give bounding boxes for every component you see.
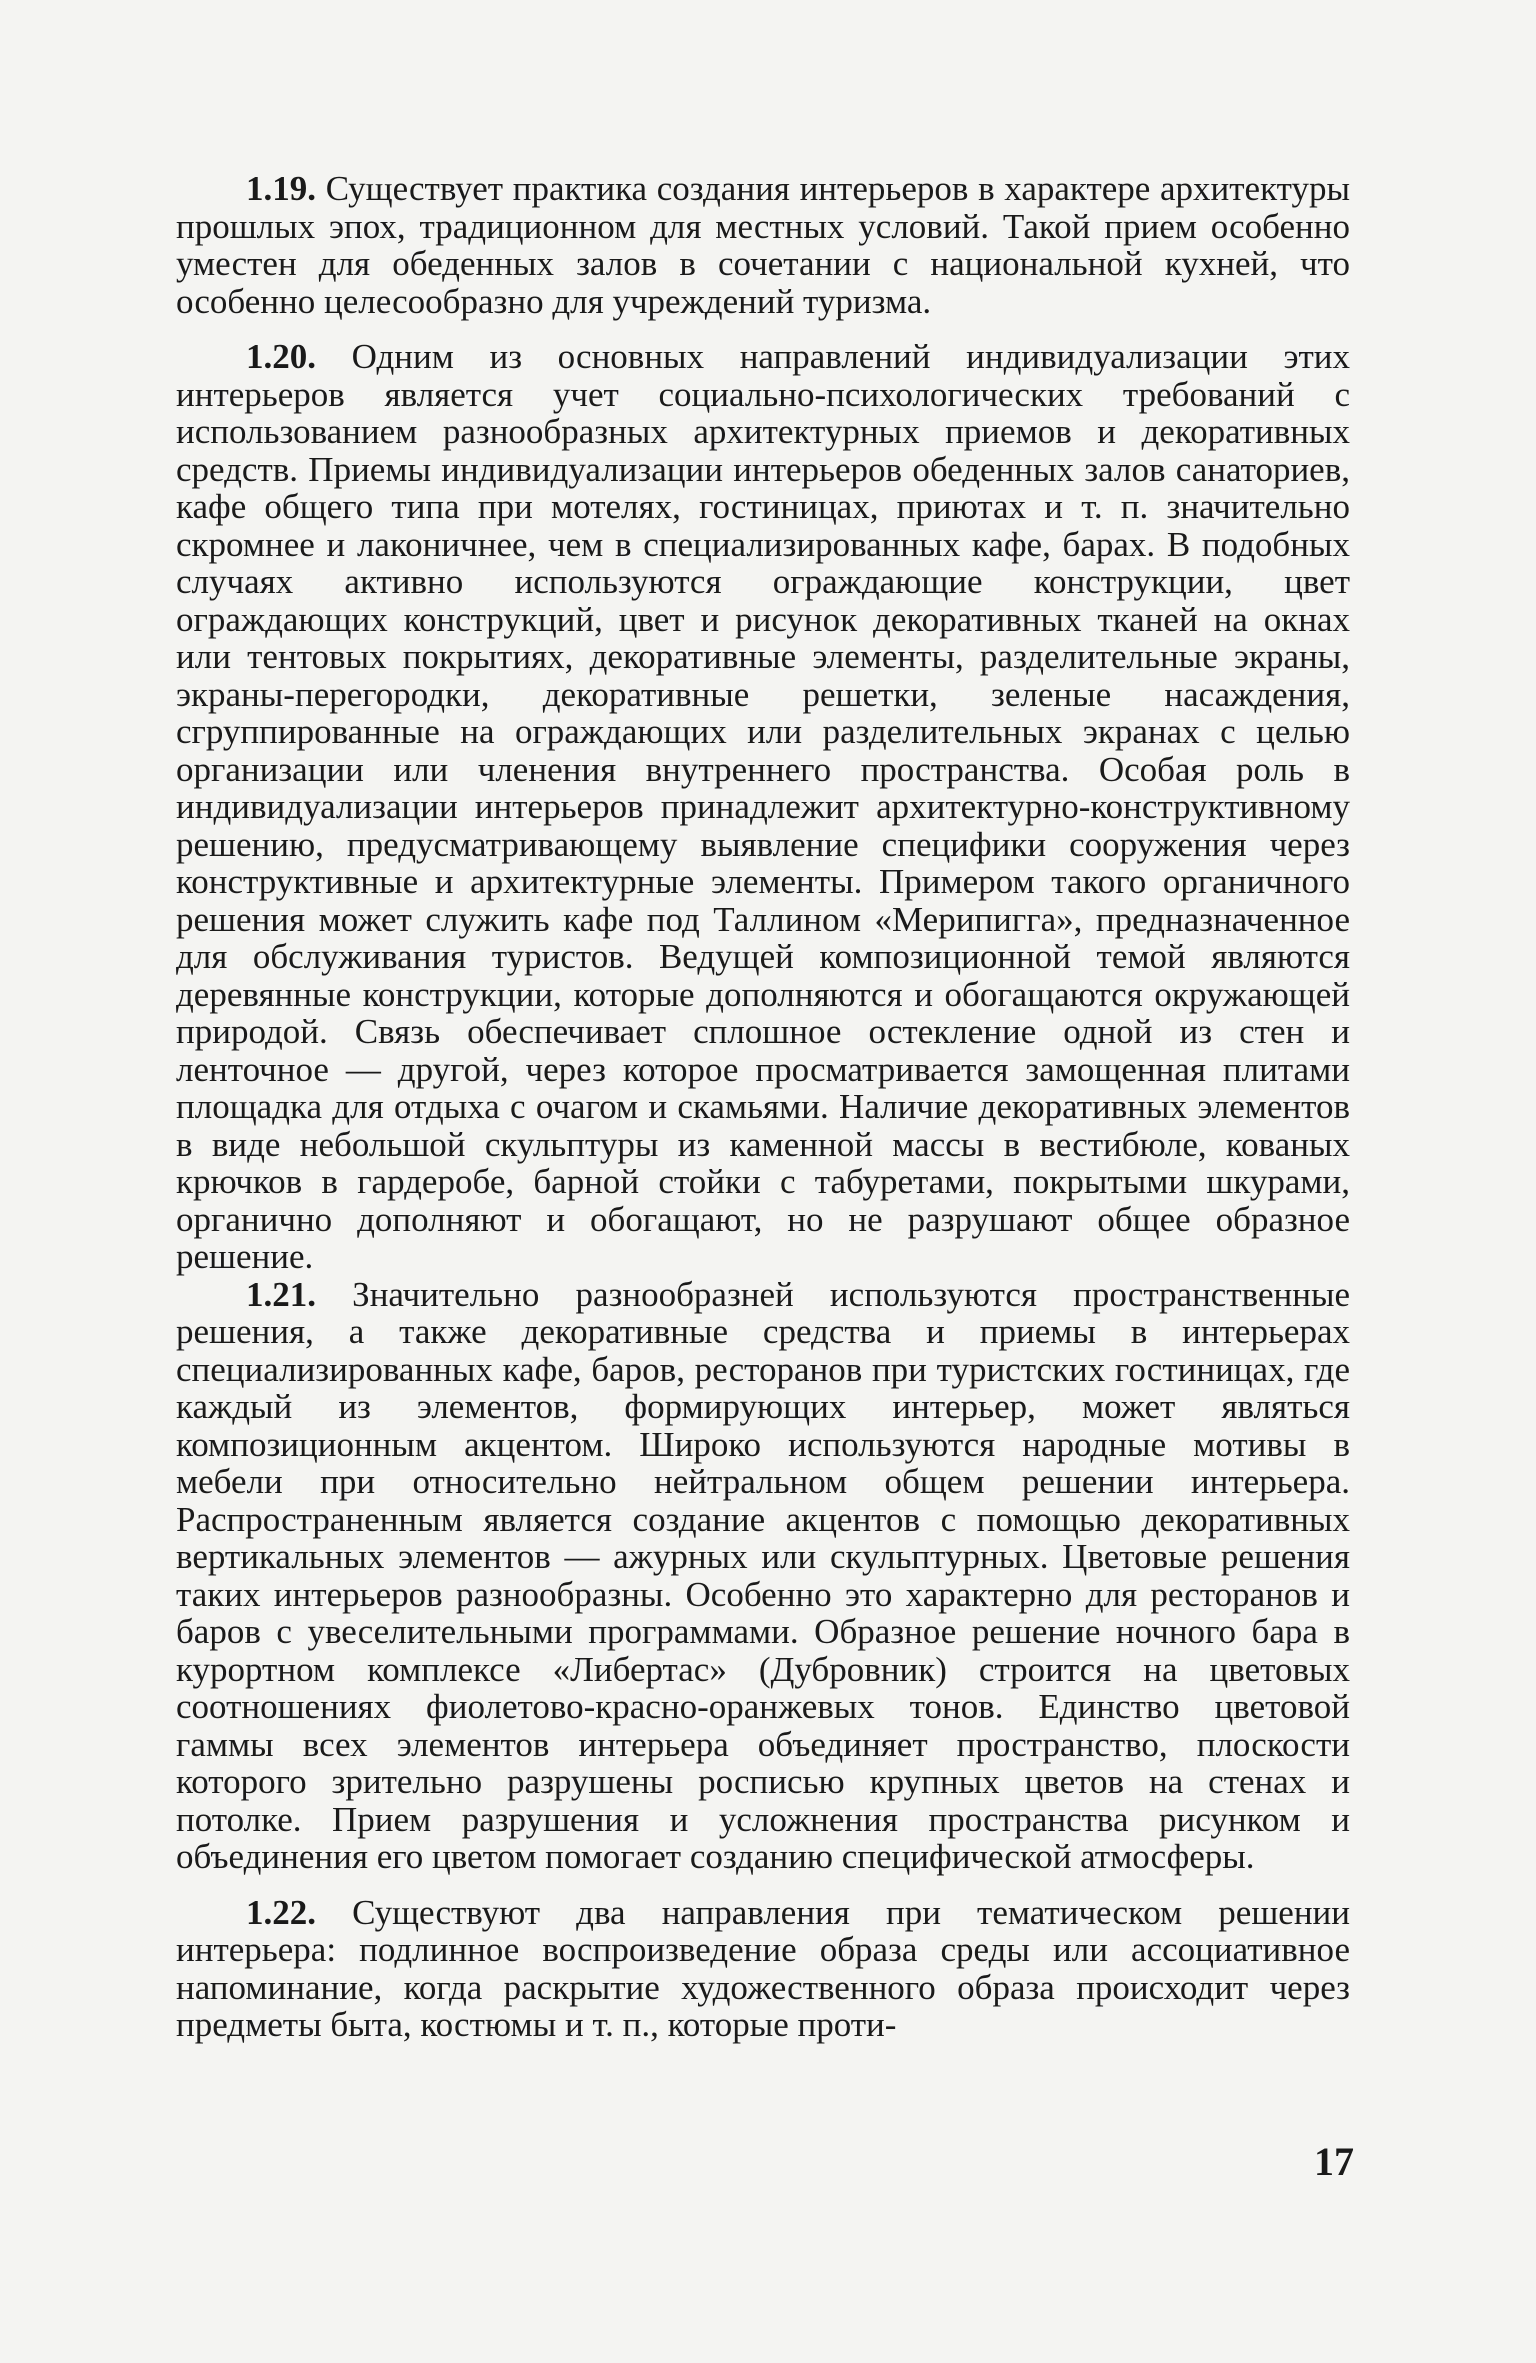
paragraph-number: 1.21. <box>246 1274 316 1314</box>
paragraph-number: 1.19. <box>246 169 316 208</box>
paragraph-text: Существует практика создания интерьеров в характере архитектуры прошлых эпох, традиционном для местных условий. Такой прием особенно уместен для обеденных залов в сочетании с национальной кухней, что особенно целесообразно для учреждений туризма. <box>176 169 1350 321</box>
paragraph-1-22 <box>176 1894 1350 2044</box>
paragraph-number: 1.20. <box>246 337 316 376</box>
paragraph-1-20 <box>176 338 1350 1276</box>
paragraph-text: Существуют два направления при тематическом решении интерьера: подлинное воспроизведение образа среды или ассоциативное напоминание, когда раскрытие художественного образа происходит через предметы быта, костюмы и т. п., которые проти- <box>176 1892 1351 2044</box>
paragraph-1-21 <box>176 1276 1350 1876</box>
paragraph-number: 1.22. <box>246 1892 316 1932</box>
paragraph-text: Одним из основных направлений индивидуализации этих интерьеров является учет социально-психологических требований с использованием разнообразных архитектурных приемов и декоративных средств. Приемы индивидуализации интерьеров обеденных залов санаториев, кафе общего типа при мотелях, гостиницах, приютах и т. п. значительно скромнее и лаконичнее, чем в специализированных кафе, барах. В подобных случаях активно используются ограждающие конструкции, цвет ограждающих конструкций, цвет и рисунок декоративных тканей на окнах или тентовых покрытиях, декоративные элементы, разделительные экраны, экраны-перегородки, декоративные решетки, зеленые насаждения, сгруппированные на ограждающих или разделительных экранах с целью организации или членения внутреннего пространства. Особая роль в индивидуализации интерьеров принадлежит архитектурно-конструктивному решению, предусматривающему выявление специфики сооружения через конструктивные и архитектурные элементы. Примером такого органичного решения может служить кафе под Таллином «Мерипигга», предназначенное для обслуживания туристов. Ведущей композиционной темой являются деревянные конструкции, которые дополняются и обогащаются окружающей природой. Связь обеспечивает сплошное остекление одной из стен и ленточное — другой, через которое просматривается замощенная плитами площадка для отдыха с очагом и скамьями. Наличие декоративных элементов в виде небольшой скульптуры из каменной массы в вестибюле, кованых крючков в гардеробе, барной стойки с табуретами, покрытыми шкурами, органично дополняют и обогащают, но не разрушают общее образное решение. <box>176 337 1350 1276</box>
page-number: 17 <box>1314 2139 1354 2184</box>
paragraph-text: Значительно разнообразней используются пространственные решения, а также декоративные средства и приемы в интерьерах специализированных кафе, баров, ресторанов при туристских гостиницах, где каждый из элементов, формирующих интерьер, может являться композиционным акцентом. Широко используются народные мотивы в мебели при относительно нейтральном общем решении интерьера. Распространенным является создание акцентов с помощью декоративных вертикальных элементов — ажурных или скульптурных. Цветовые решения таких интерьеров разнообразны. Особенно это характерно для ресторанов и баров с увеселительными программами. Образное решение ночного бара в курортном комплексе «Либертас» (Дубровник) строится на цветовых соотношениях фиолетово-красно-оранжевых тонов. Единство цветовой гаммы всех элементов интерьера объединяет пространство, плоскости которого зрительно разрушены росписью крупных цветов на стенах и потолке. Прием разрушения и усложнения пространства рисунком и объединения его цветом помогает созданию специфической атмосферы. <box>176 1274 1351 1876</box>
page-body <box>176 170 1350 2044</box>
paragraph-1-19 <box>176 170 1350 320</box>
